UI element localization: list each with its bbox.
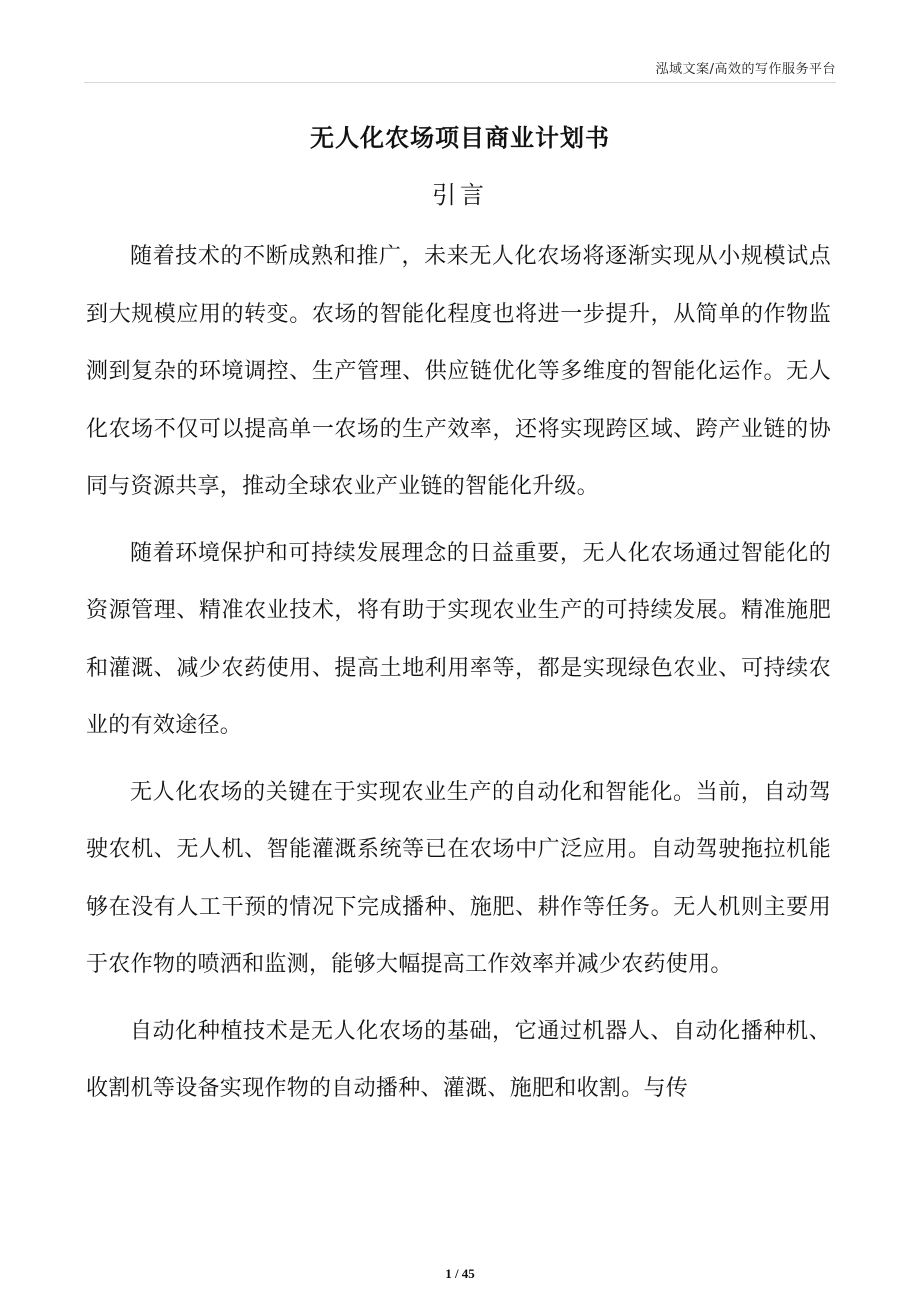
page-header-brand: 泓域文案/高效的写作服务平台 <box>655 62 836 77</box>
document-body <box>86 228 831 1127</box>
header-divider <box>84 82 836 83</box>
paragraph-1: 随着技术的不断成熟和推广，未来无人化农场将逐渐实现从小规模试点到大规模应用的转变。农场的智能化程度也将进一步提升，从简单的作物监测到复杂的环境调控、生产管理、供应链优化等多维度的智能化运作。无人化农场不仅可以提高单一农场的生产效率，还将实现跨区域、跨产业链的协同与资源共享，推动全球农业产业链的智能化升级。 <box>86 244 831 499</box>
paragraph-2: 随着环境保护和可持续发展理念的日益重要，无人化农场通过智能化的资源管理、精准农业技术，将有助于实现农业生产的可持续发展。精准施肥和灌溉、减少农药使用、提高土地利用率等，都是实现绿色农业、可持续农业的有效途径。 <box>86 540 831 738</box>
section-heading: 引言 <box>432 181 488 209</box>
paragraph-4: 自动化种植技术是无人化农场的基础，它通过机器人、自动化播种机、收割机等设备实现作物的自动播种、灌溉、施肥和收割。与传 <box>86 1018 831 1101</box>
page-number: 1 / 45 <box>445 1266 475 1281</box>
document-title: 无人化农场项目商业计划书 <box>310 124 610 152</box>
paragraph-3: 无人化农场的关键在于实现农业生产的自动化和智能化。当前，自动驾驶农机、无人机、智能灌溉系统等已在农场中广泛应用。自动驾驶拖拉机能够在没有人工干预的情况下完成播种、施肥、耕作等任务。无人机则主要用于农作物的喷洒和监测，能够大幅提高工作效率并减少农药使用。 <box>86 779 831 977</box>
